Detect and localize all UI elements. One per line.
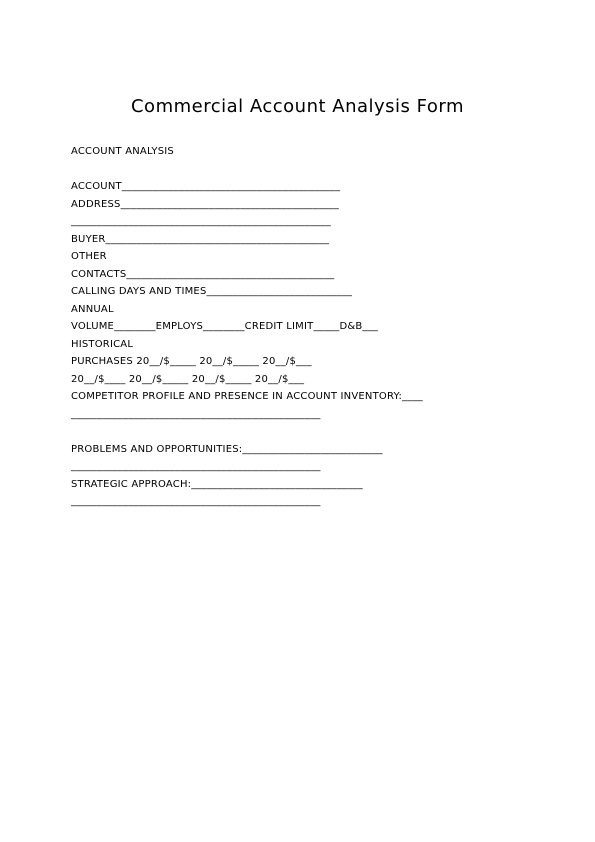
- form-body: [71, 143, 551, 511]
- competitor-line-2: ________________________________________________: [71, 408, 321, 420]
- address-field: ADDRESS__________________________________________: [71, 198, 340, 210]
- contacts-field: CONTACTS________________________________________: [71, 268, 335, 280]
- annual-label: ANNUAL: [71, 303, 114, 315]
- address-line-2: __________________________________________________: [71, 216, 331, 227]
- section-heading: ACCOUNT ANALYSIS: [71, 146, 174, 157]
- calling-days-field: CALLING DAYS AND TIMES____________________________: [71, 286, 353, 297]
- problems-line-2: ________________________________________________: [71, 461, 321, 472]
- account-field: ACCOUNT__________________________________________: [71, 181, 341, 192]
- other-label: OTHER: [71, 251, 107, 262]
- document-title: Commercial Account Analysis Form: [130, 96, 464, 117]
- historical-label: HISTORICAL: [71, 338, 134, 350]
- purchases-field: PURCHASES 20__/$_____ 20__/$_____ 20__/$___: [71, 356, 312, 367]
- competitor-field: COMPETITOR PROFILE AND PRESENCE IN ACCOUNT INVENTORY:____: [71, 391, 423, 402]
- strategic-field: STRATEGIC APPROACH:_________________________________: [71, 478, 363, 490]
- buyer-field: BUYER___________________________________________: [71, 233, 330, 245]
- spacer: [71, 423, 551, 441]
- spacer: [71, 161, 551, 179]
- strategic-line-2: ________________________________________________: [71, 496, 321, 507]
- purchases-field-2: 20__/$____ 20__/$_____ 20__/$_____ 20__/$___: [71, 373, 305, 385]
- problems-field: PROBLEMS AND OPPORTUNITIES:___________________________: [71, 443, 383, 455]
- volume-field: VOLUME________EMPLOYS________CREDIT LIMIT_____D&B___: [71, 321, 378, 332]
